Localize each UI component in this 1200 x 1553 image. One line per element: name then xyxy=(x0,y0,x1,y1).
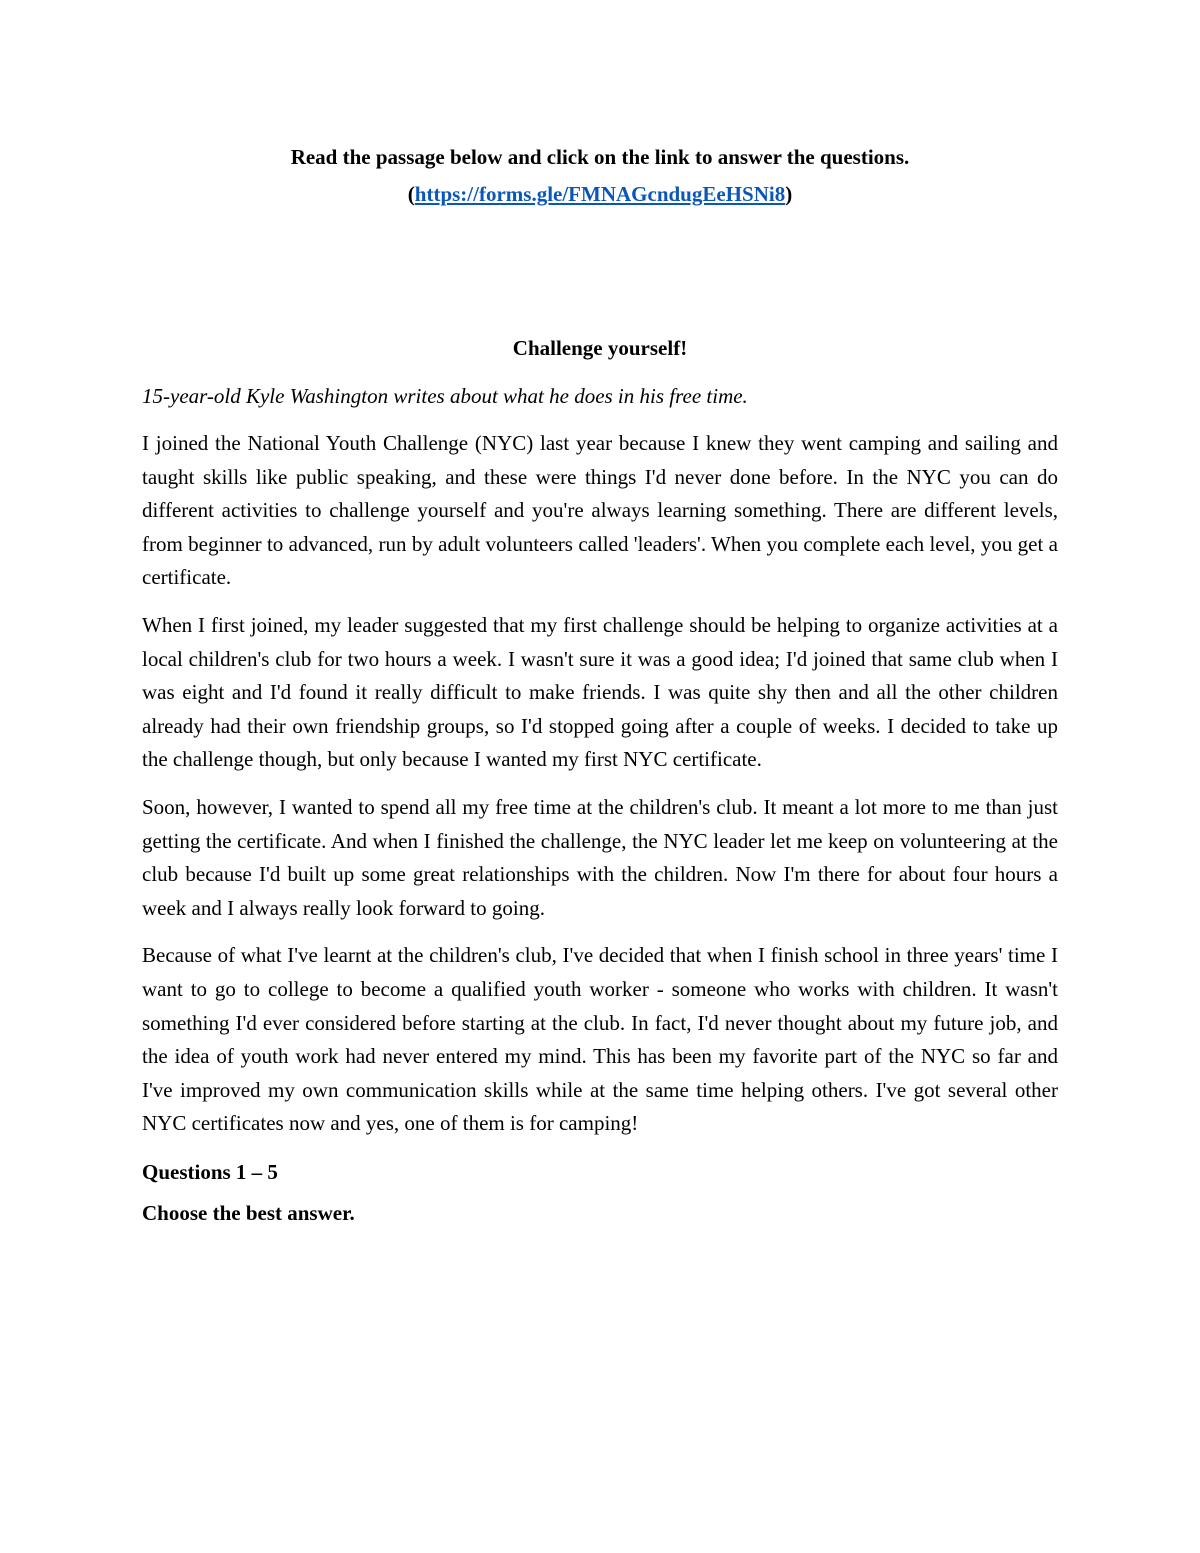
link-close-paren: ) xyxy=(785,182,793,206)
link-line xyxy=(142,177,1058,211)
document-page xyxy=(142,140,1058,1230)
paragraph-3: Soon, however, I wanted to spend all my free time at the children's club. It meant a lot more to me than just getting the certificate. And when I finished the challenge, the NYC leader let me keep on volunteering at the club because I'd built up some great relationships with the children. Now I'm there for about four hours a week and I always really look forward to going. xyxy=(142,794,1058,920)
paragraph-2: When I first joined, my leader suggested that my first challenge should be helping to organize activities at a local children's club for two hours a week. I wasn't sure it was a good idea; I'd joined that same club when I was eight and I'd found it really difficult to make friends. I was quite shy then and all the other children already had their own friendship groups, so I'd stopped going after a couple of weeks. I decided to take up the challenge though, but only because I wanted my first NYC certificate. xyxy=(142,612,1058,772)
article-title: Challenge yourself! xyxy=(512,336,688,360)
questions-heading: Questions 1 – 5 xyxy=(142,1159,278,1184)
link-open-paren: ( xyxy=(407,182,415,206)
questions-instruction: Choose the best answer. xyxy=(142,1200,355,1225)
instruction-text: Read the passage below and click on the link to answer the questions. xyxy=(290,145,910,169)
paragraph-1: I joined the National Youth Challenge (NYC) last year because I knew they went camping and sailing and taught skills like public speaking, and these were things I'd never done before. In the NYC you can do different activities to challenge yourself and you're always learning something. There are different levels, from beginner to advanced, run by adult volunteers called 'leaders'. When you complete each level, you get a certificate. xyxy=(142,431,1058,590)
paragraph-4: Because of what I've learnt at the children's club, I've decided that when I finish school in three years' time I want to go to college to become a qualified youth worker - someone who works with children. It wasn't something I'd ever considered before starting at the club. In fact, I'd never thought about my future job, and the idea of youth work had never entered my mind. This has been my favorite part of the NYC so far and I've improved my own communication skills while at the same time helping others. I've got several other NYC certificates now and yes, one of them is for camping! xyxy=(142,943,1058,1136)
article-subtitle: 15-year-old Kyle Washington writes about what he does in his free time. xyxy=(142,384,748,408)
form-link[interactable]: https://forms.gle/FMNAGcndugEeHSNi8 xyxy=(414,182,786,206)
